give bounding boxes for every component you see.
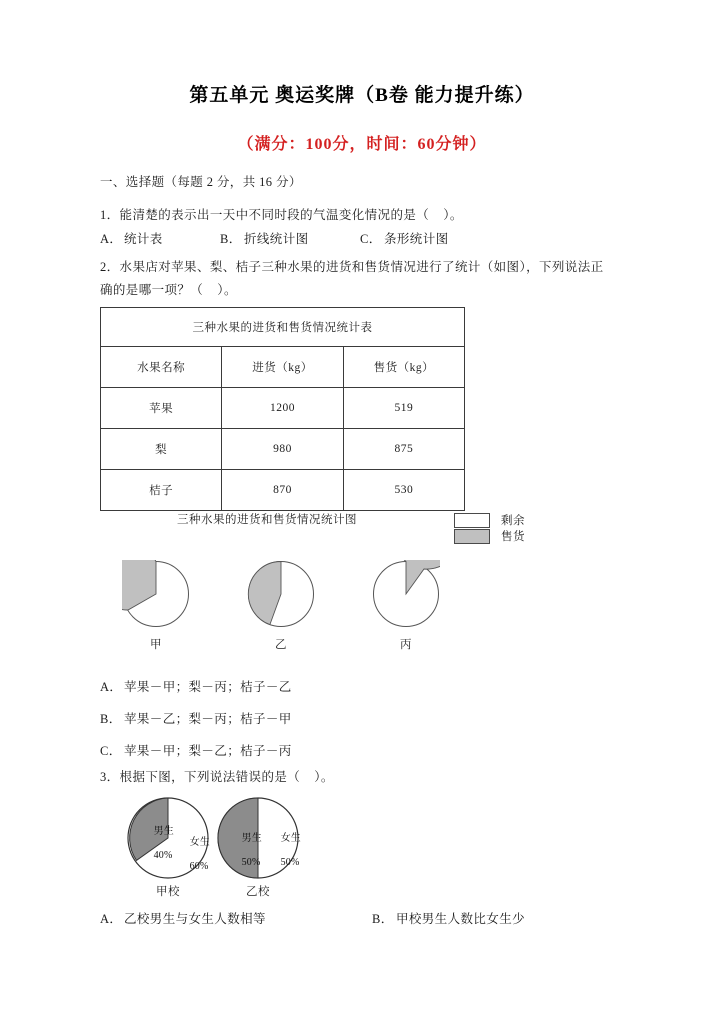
q2-option-a-key[interactable]: A． [100, 680, 123, 694]
pie-chart-bing [371, 560, 441, 652]
q3-option-b-key[interactable]: B． [372, 912, 394, 926]
pie-chart-caption: 三种水果的进货和售货情况统计图 [177, 514, 357, 526]
pie-yi-label: 乙 [275, 639, 287, 651]
q1-option-a-text[interactable]: 统计表 [124, 232, 163, 246]
row-apple-purchase: 1200 [222, 388, 343, 429]
legend-label-sold: 售货 [501, 531, 525, 543]
page-title: 第五单元 奥运奖牌（B卷 能力提升练） [189, 85, 535, 106]
yi-male-text [220, 821, 263, 881]
jia-female-text [168, 825, 211, 885]
row-apple-name: 苹果 [101, 388, 222, 429]
legend-row-sold [454, 528, 525, 544]
school-jia-label: 甲校 [156, 886, 180, 898]
row-orange-purchase: 870 [222, 470, 343, 511]
yi-male-pct: 50% [241, 857, 261, 868]
yi-female-label: 女生 [280, 833, 302, 844]
yi-male-label: 男生 [241, 833, 263, 844]
pie-jia-icon [122, 560, 190, 628]
q1-option-c-text[interactable]: 条形统计图 [384, 232, 449, 246]
question-1-stem: 1．能清楚的表示出一天中不同时段的气温变化情况的是（ ）。 [100, 208, 463, 222]
pie-chart-legend [454, 512, 525, 544]
row-pear-sold: 875 [343, 429, 464, 470]
legend-swatch-remaining-icon [454, 513, 490, 528]
jia-male-text [132, 814, 175, 874]
table-header-row [101, 347, 465, 388]
legend-swatch-sold-icon [454, 529, 490, 544]
q1-option-b-text[interactable]: 折线统计图 [244, 232, 309, 246]
table-row [101, 470, 465, 511]
question-2-stem-line-2: 确的是哪一项？（ ）。 [100, 283, 237, 297]
pie-jia-label: 甲 [150, 639, 162, 651]
row-orange-name: 桔子 [101, 470, 222, 511]
q3-option-a-text[interactable]: 乙校男生与女生人数相等 [124, 912, 266, 926]
pie-chart-yi [246, 560, 316, 652]
q1-option-b-key[interactable]: B． [220, 232, 242, 246]
pie-chart-jia [121, 560, 191, 652]
q2-option-c-key[interactable]: C． [100, 744, 122, 758]
table-header-purchase: 进货（kg） [222, 347, 343, 388]
q1-option-c-key[interactable]: C． [360, 232, 382, 246]
yi-female-pct: 50% [280, 857, 300, 868]
table-caption-row [101, 308, 465, 347]
q2-option-b-key[interactable]: B． [100, 712, 122, 726]
row-pear-purchase: 980 [222, 429, 343, 470]
question-2-stem-line-1: 2．水果店对苹果、梨、桔子三种水果的进货和售货情况进行了统计（如图），下列说法正 [100, 260, 604, 274]
row-apple-sold: 519 [343, 388, 464, 429]
fruit-statistics-table [100, 307, 465, 511]
jia-female-label: 女生 [189, 837, 211, 848]
q2-option-b-text[interactable]: 苹果－乙；梨－丙；桔子－甲 [124, 712, 292, 726]
school-pie-yi [216, 797, 300, 899]
question-3-stem: 3．根据下图，下列说法错误的是（ ）。 [100, 770, 334, 784]
school-yi-label: 乙校 [246, 886, 270, 898]
section-heading: 一、选择题（每题 2 分，共 16 分） [100, 175, 302, 189]
q1-option-a-key[interactable]: A． [100, 232, 123, 246]
row-pear-name: 梨 [101, 429, 222, 470]
page-subtitle: （满分：100分，时间：60分钟） [237, 136, 487, 153]
q2-option-c-text[interactable]: 苹果－甲；梨－乙；桔子－丙 [124, 744, 292, 758]
legend-label-remaining: 剩余 [501, 515, 525, 527]
jia-male-label: 男生 [153, 826, 175, 837]
pie-bing-icon [372, 560, 440, 628]
jia-female-pct: 60% [189, 861, 209, 872]
table-header-fruit: 水果名称 [101, 347, 222, 388]
pie-yi-icon [247, 560, 315, 628]
legend-row-remaining [454, 512, 525, 528]
row-orange-sold: 530 [343, 470, 464, 511]
pie-bing-label: 丙 [400, 639, 412, 651]
q2-option-a-text[interactable]: 苹果－甲；梨－丙；桔子－乙 [124, 680, 292, 694]
table-caption: 三种水果的进货和售货情况统计表 [101, 308, 465, 347]
yi-female-text [259, 821, 302, 881]
table-header-sold: 售货（kg） [343, 347, 464, 388]
q3-option-a-key[interactable]: A． [100, 912, 123, 926]
jia-male-pct: 40% [153, 850, 173, 861]
school-pie-jia [126, 797, 210, 899]
table-row [101, 388, 465, 429]
table-row [101, 429, 465, 470]
q3-option-b-text[interactable]: 甲校男生人数比女生少 [396, 912, 526, 926]
